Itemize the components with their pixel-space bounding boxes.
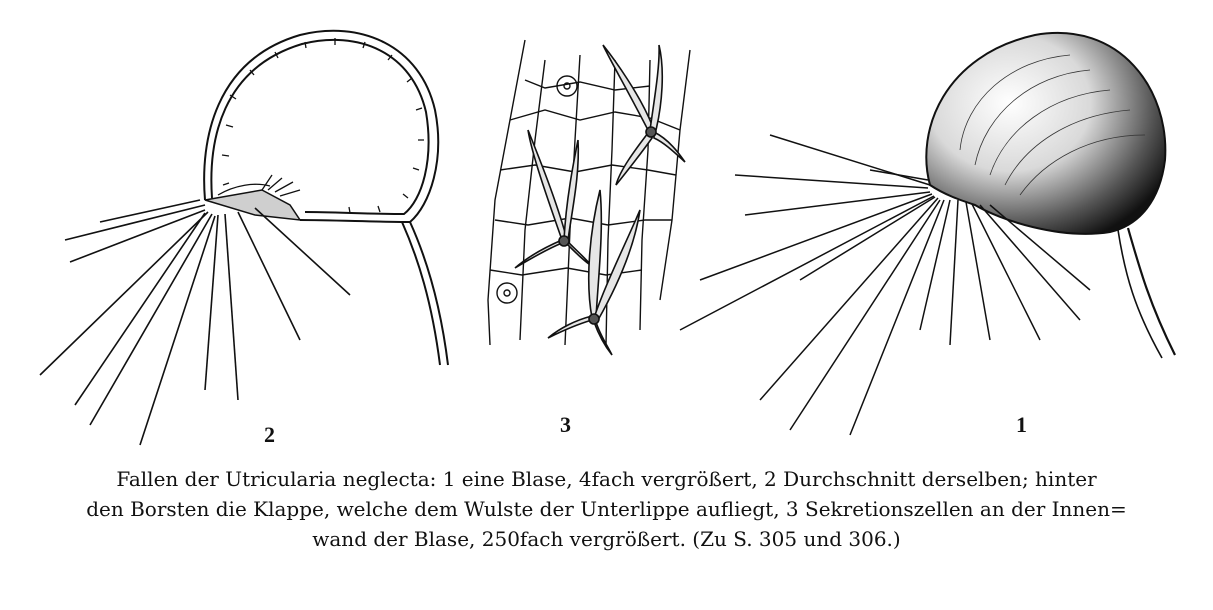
figure-3-secretion-cells [488, 40, 690, 355]
figure-2-number: 2 [264, 422, 275, 447]
caption-line-3: wand der Blase, 250fach vergrößert. (Zu S. 305 und 306.) [312, 527, 901, 551]
figure-caption [20, 464, 1193, 554]
figure-3-number: 3 [560, 412, 571, 437]
figure-1-bladder [680, 33, 1175, 435]
figure-2-bladder-section [40, 31, 448, 445]
caption-line-2: den Borsten die Klappe, welche dem Wulste der Unterlippe aufliegt, 3 Sekretionszellen an der Innen= [86, 497, 1127, 521]
figure-1-number: 1 [1016, 412, 1027, 437]
caption-line-1: Fallen der Utricularia neglecta: 1 eine Blase, 4fach vergrößert, 2 Durchschnitt derselben; hinter [116, 467, 1097, 491]
